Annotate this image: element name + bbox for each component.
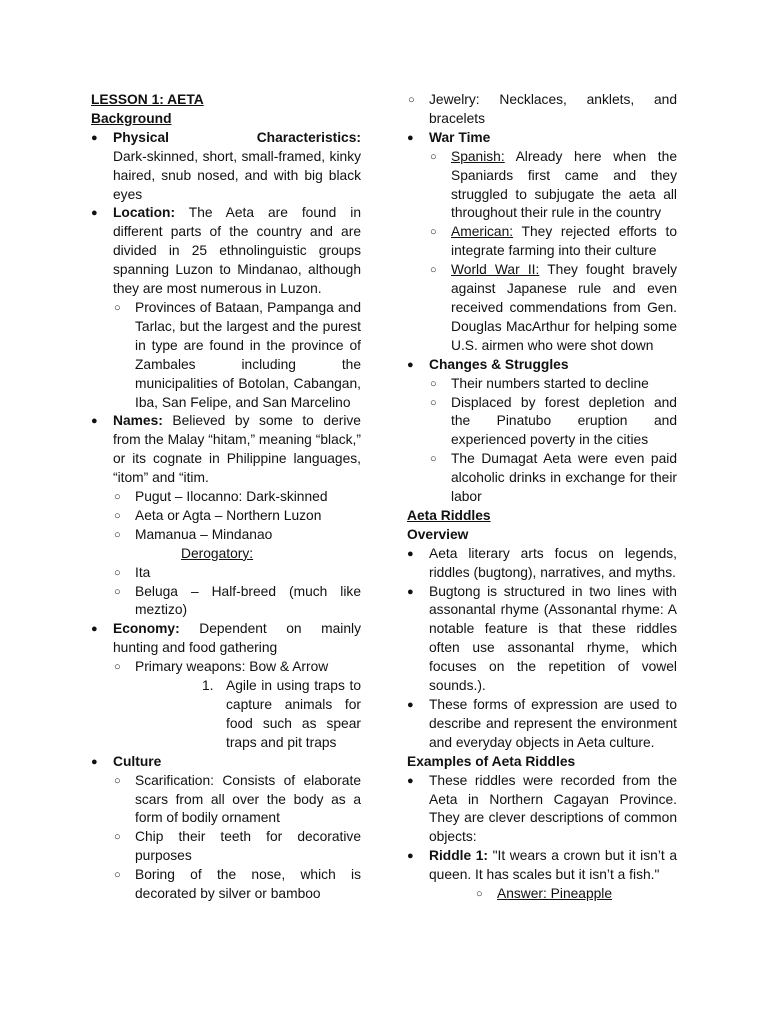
overview-item: ● These forms of expression are used to describe and represent the environment and everyday objects in Aeta culture.	[407, 696, 677, 753]
location-subitem: ○ Provinces of Bataan, Pampanga and Tarlac, but the largest and the purest in type are found in the province of Zambales including the municipalities of Botolan, Cabangan, Iba, San Felipe, and San Marcelino	[91, 299, 361, 412]
economy-label: Economy:	[113, 621, 180, 637]
names-subitem: ○ Ita	[91, 564, 361, 583]
war-label: War Time	[429, 129, 491, 145]
riddle-text: "It wears a crown but it isn’t a queen. It has scales but it isn’t a fish."	[429, 848, 677, 883]
names-item	[91, 412, 361, 488]
numbered-text: Agile in using traps to capture animals for food such as spear traps and pit traps	[226, 678, 361, 750]
war-subitem-ww2	[407, 261, 677, 356]
american-text: They rejected efforts to integrate farming into their culture	[451, 224, 677, 259]
ww2-label: World War II:	[451, 262, 540, 278]
names-subitem: ○ Mamanua – Mindanao	[91, 526, 361, 545]
derogatory-label: Derogatory:	[181, 545, 254, 561]
spanish-label: Spanish:	[451, 148, 505, 164]
examples-heading: Examples of Aeta Riddles	[407, 753, 576, 769]
examples-item: ● These riddles were recorded from the Aeta in Northern Cagayan Province. They are clever descriptions of common objects:	[407, 772, 677, 848]
riddle-item	[407, 847, 677, 885]
physical-text: Dark-skinned, short, small-framed, kinky haired, snub nosed, and with big black eyes	[113, 148, 361, 202]
culture-subitem: ○ Boring of the nose, which is decorated by silver or bamboo	[91, 866, 361, 904]
changes-subitem: ○ Their numbers started to decline	[407, 375, 677, 394]
list-number: 1.	[202, 678, 214, 694]
war-subitem-spanish	[407, 148, 677, 224]
culture-label: Culture	[113, 753, 162, 769]
names-label: Names:	[113, 413, 163, 429]
lesson-title: LESSON 1: AETA	[91, 92, 204, 107]
riddle-answer	[407, 885, 677, 904]
overview-item: ● Aeta literary arts focus on legends, riddles (bugtong), narratives, and myths.	[407, 545, 677, 583]
overview-item: ● Bugtong is structured in two lines with assonantal rhyme (Assonantal rhyme: A notable feature is that these riddles often use assonantal rhyme, which focuses on the repetition of vowel sounds.).	[407, 583, 677, 696]
physical-label: Physical Characteristics:	[113, 129, 361, 145]
background-heading: Background	[91, 110, 172, 126]
location-label: Location:	[113, 205, 176, 221]
spanish-text: Already here when the Spaniards first came and they struggled to subjugate the aeta all throughout their rule in the country	[451, 148, 677, 221]
right-column	[407, 91, 677, 904]
riddle-label: Riddle 1:	[429, 848, 489, 864]
economy-subitem: ○ Primary weapons: Bow & Arrow	[91, 658, 361, 677]
economy-numbered-item	[91, 677, 361, 753]
changes-subitem: ○ Displaced by forest depletion and the Pinatubo eruption and experienced poverty in the cities	[407, 394, 677, 451]
names-subitem: ○ Aeta or Agta – Northern Luzon	[91, 507, 361, 526]
culture-item	[91, 753, 361, 772]
answer-text: Answer: Pineapple	[497, 886, 613, 902]
left-column	[91, 91, 361, 904]
war-subitem-american	[407, 223, 677, 261]
location-text: The Aeta are found in different parts of the country and are divided in 25 ethnolinguistic groups spanning Luzon to Mindanao, although they are most numerous in Luzon.	[113, 205, 361, 297]
war-item	[407, 129, 677, 148]
jewelry-subitem: ○ Jewelry: Necklaces, anklets, and bracelets	[385, 91, 677, 129]
riddles-heading: Aeta Riddles	[407, 507, 491, 523]
culture-subitem: ○ Chip their teeth for decorative purposes	[91, 828, 361, 866]
changes-subitem: ○ The Dumagat Aeta were even paid alcoholic drinks in exchange for their labor	[407, 450, 677, 507]
economy-item	[91, 620, 361, 658]
overview-heading: Overview	[407, 526, 469, 542]
ww2-text: They fought bravely against Japanese rule and even received commendations from Gen. Douglas MacArthur for helping some U.S. airmen who were shot down	[451, 262, 677, 353]
changes-label: Changes & Struggles	[429, 356, 569, 372]
physical-item	[91, 129, 361, 205]
names-text: Believed by some to derive from the Malay “hitam,” meaning “black,” or its cognate in Philippine languages, “itom” and “itim.	[113, 413, 361, 486]
changes-item	[407, 356, 677, 375]
names-subitem: ○ Pugut – Ilocanno: Dark-skinned	[91, 488, 361, 507]
culture-subitem: ○ Scarification: Consists of elaborate scars from all over the body as a form of bodily ornament	[91, 772, 361, 829]
economy-text: Dependent on mainly hunting and food gathering	[113, 621, 361, 656]
location-item	[91, 204, 361, 299]
names-subitem: ○ Beluga – Half-breed (much like meztizo)	[91, 583, 361, 621]
american-label: American:	[451, 224, 514, 240]
